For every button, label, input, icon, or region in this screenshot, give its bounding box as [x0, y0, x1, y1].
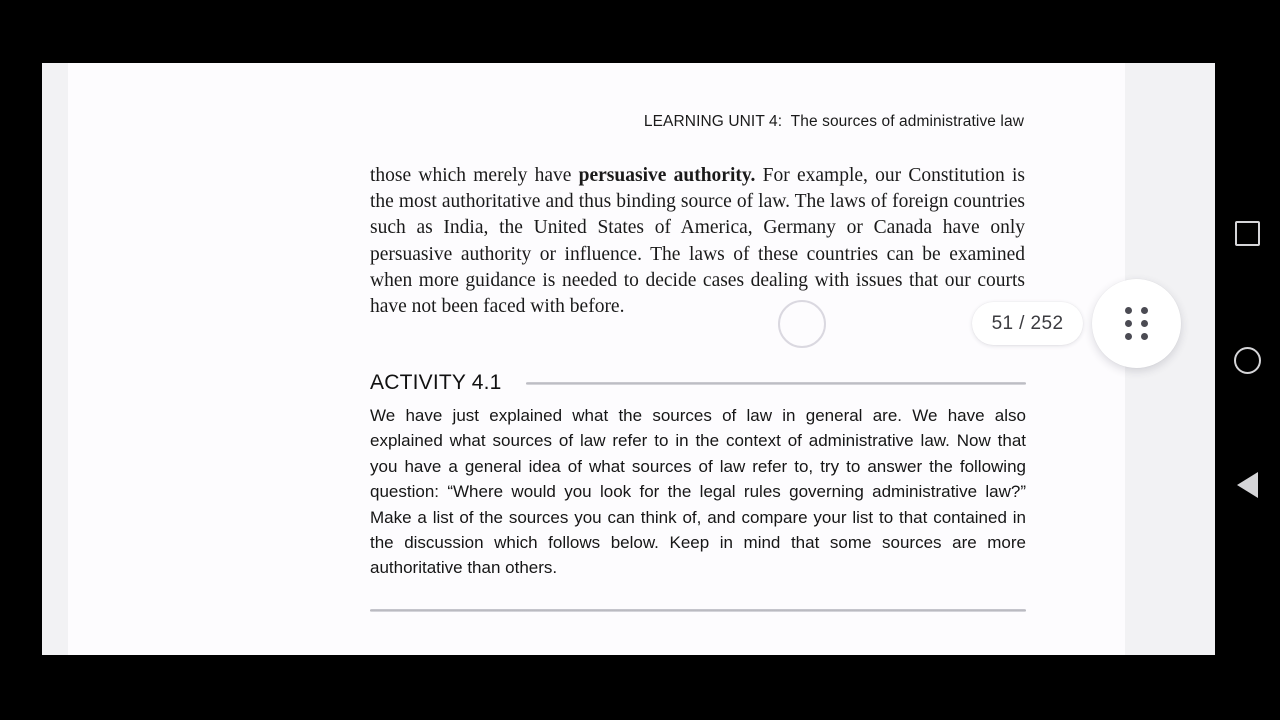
nav-back-button[interactable]	[1228, 465, 1268, 505]
page-indicator-pill[interactable]	[972, 302, 1083, 345]
touch-ripple-icon	[778, 300, 826, 348]
triangle-back-icon	[1237, 472, 1258, 498]
body-paragraph-emphasis: persuasive authority.	[578, 165, 756, 186]
dots-grid-icon	[1125, 307, 1148, 340]
document-reader-surface[interactable]	[42, 63, 1215, 655]
system-navigation-bar	[1215, 0, 1280, 720]
body-paragraph-lead: those which merely have	[370, 165, 579, 186]
activity-heading-rule	[526, 382, 1026, 385]
activity-paragraph: We have just explained what the sources of law in general are. We have also explained what sources of law refer to in the context of administrative law. Now that you have a general idea of what sources of law refer to, try to answer the following question: “Where would you look for the legal rules governing administrative law?” Make a list of the sources you can think of, and compare your list to that contained in the discussion which follows below. Keep in mind that some sources are more authoritative than others.	[370, 406, 1026, 578]
activity-bottom-rule	[370, 609, 1026, 612]
body-paragraph-rest: For example, our Constitution is the most authoritative and thus binding source of law. The laws of foreign countries such as India, the United States of America, Germany or Canada have only persuasive authority or influence. The laws of these countries can be examined when more guidance is needed to decide cases dealing with issues that our courts have not been faced with before.	[370, 165, 1025, 318]
reader-menu-fab[interactable]	[1092, 279, 1181, 368]
nav-recents-button[interactable]	[1228, 213, 1268, 253]
document-page[interactable]	[68, 63, 1125, 655]
activity-heading	[370, 371, 1026, 395]
page-indicator-label: 51 / 252	[991, 312, 1064, 334]
body-paragraph	[370, 163, 1025, 320]
running-header: LEARNING UNIT 4: The sources of administrative law	[643, 113, 1024, 130]
activity-title: ACTIVITY 4.1	[370, 371, 502, 394]
nav-home-button[interactable]	[1228, 340, 1268, 380]
circle-home-icon	[1234, 347, 1261, 374]
square-recents-icon	[1235, 221, 1260, 246]
